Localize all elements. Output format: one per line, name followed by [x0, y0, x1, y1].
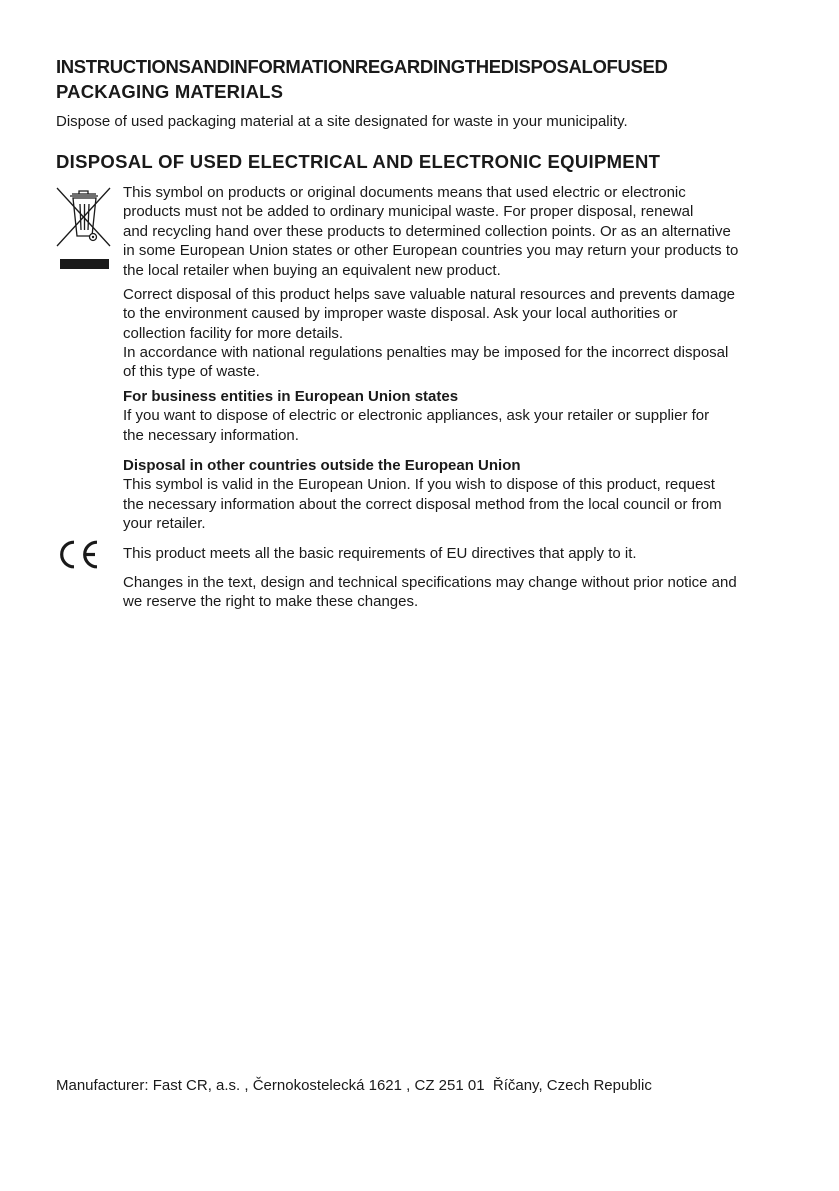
text-line: in some European Union states or other European countries you may return your products to [123, 242, 739, 260]
other-countries-section [123, 456, 788, 534]
text-line: Changes in the text, design and technical specifications may change without prior notice and [123, 574, 737, 591]
crossed-out-bin-icon [56, 186, 112, 272]
text-line: If you want to dispose of electric or electronic appliances, ask your retailer or supplier for [123, 407, 710, 425]
ce-statement [123, 544, 788, 563]
text-line: This product meets all the basic requirements of EU directives that apply to it. [123, 545, 637, 562]
packaging-disposal-title [56, 54, 786, 104]
text-line: In accordance with national regulations penalties may be imposed for the incorrect disposal [123, 344, 729, 361]
packaging-title-line-1: INSTRUCTIONSANDINFORMATIONREGARDINGTHEDISPOSALOFUSED [56, 56, 668, 77]
weee-paragraph-3 [123, 343, 788, 382]
packaging-disposal-text: Dispose of used packaging material at a site designated for waste in your municipality. [56, 113, 628, 130]
text-line: the necessary information. [123, 426, 299, 444]
text-line: of this type of waste. [123, 363, 260, 381]
text-line: and recycling hand over these products to determined collection points. Or as an alternative [123, 222, 731, 240]
text-line: your retailer. [123, 515, 206, 533]
text-line: products must not be added to ordinary municipal waste. For proper disposal, renewal [123, 203, 694, 221]
weee-paragraph-2 [123, 285, 788, 343]
business-entities-heading: For business entities in European Union states [123, 388, 459, 405]
text-line: the necessary information about the correct disposal method from the local council or from [123, 495, 722, 513]
other-countries-heading: Disposal in other countries outside the European Union [123, 457, 521, 474]
text-line: to the environment caused by improper waste disposal. Ask your local authorities or [123, 305, 678, 323]
ce-mark-icon [55, 539, 99, 570]
changes-notice [123, 573, 788, 612]
weee-paragraph-1 [123, 183, 788, 280]
text-line: This symbol is valid in the European Union. If you wish to dispose of this product, request [123, 476, 715, 494]
weee-disposal-title: DISPOSAL OF USED ELECTRICAL AND ELECTRONIC EQUIPMENT [56, 151, 661, 172]
text-line: This symbol on products or original documents means that used electric or electronic [123, 184, 686, 201]
text-line: Correct disposal of this product helps save valuable natural resources and prevents damage [123, 286, 736, 303]
manufacturer-info: Manufacturer: Fast CR, a.s. , Černokostelecká 1621 , CZ 251 01 Říčany, Czech Republic [56, 1077, 652, 1094]
text-line: the local retailer when buying an equivalent new product. [123, 261, 501, 279]
packaging-title-line-2: PACKAGING MATERIALS [56, 81, 284, 102]
text-line: collection facility for more details. [123, 324, 344, 342]
text-line: we reserve the right to make these changes. [123, 593, 419, 611]
business-entities-section [123, 387, 788, 445]
